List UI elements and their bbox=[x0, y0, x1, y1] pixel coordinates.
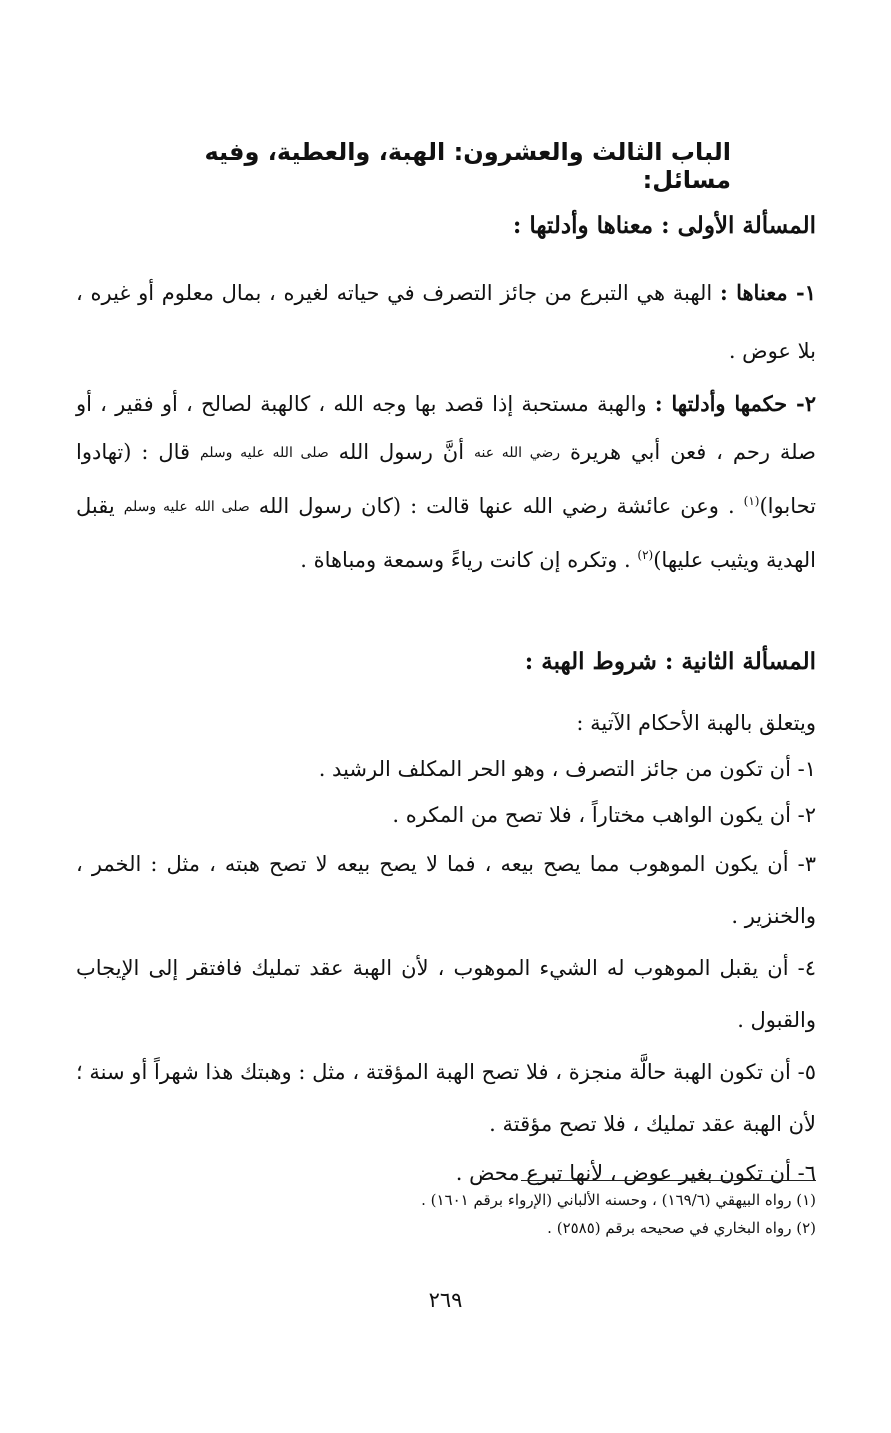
ruling-text-e: يقبل الهدية ويثيب عليها) bbox=[76, 494, 816, 572]
ruling-text-a: والهبة مستحبة إذا قصد بها وجه الله ، كالهبة لصالح ، أو فقير ، أو صلة رحم ، فعن أبي هريرة bbox=[76, 392, 816, 464]
ruling-paragraph bbox=[76, 380, 816, 584]
meaning-label: ١- معناها : bbox=[719, 280, 817, 305]
chapter-title: الباب الثالث والعشرون: الهبة، والعطية، وفيه مسائل: bbox=[204, 138, 731, 194]
meaning-paragraph bbox=[76, 264, 816, 380]
section-2 bbox=[76, 648, 816, 675]
radiya-honorific-icon: رضي الله عنه bbox=[473, 445, 561, 461]
footnote-1: (١) رواه البيهقي (١٦٩/٦) ، وحسنه الألباني (الإرواء برقم ١٦٠١) . bbox=[421, 1191, 816, 1209]
condition-item-1: ١- أن تكون من جائز التصرف ، وهو الحر المكلف الرشيد . bbox=[318, 757, 816, 781]
section-1 bbox=[76, 212, 816, 239]
ruling-text-c: قال : (تهادوا تحابوا) bbox=[76, 440, 816, 518]
meaning-text: الهبة هي التبرع من جائز التصرف في حياته لغيره ، بمال معلوم أو غيره ، بلا عوض . bbox=[76, 281, 816, 363]
section-1-heading: المسألة الأولى : معناها وأدلتها : bbox=[512, 212, 816, 239]
section-1-body bbox=[76, 264, 816, 584]
footnote-divider bbox=[521, 1180, 816, 1181]
salla-honorific-icon: صلى الله عليه وسلم bbox=[199, 445, 329, 461]
footnote-2: (٢) رواه البخاري في صحيحه برقم (٢٥٨٥) . bbox=[547, 1219, 816, 1237]
condition-item-2: ٢- أن يكون الواهب مختاراً ، فلا تصح من المكره . bbox=[392, 803, 816, 827]
ruling-label: ٢- حكمها وأدلتها : bbox=[654, 391, 816, 416]
section-2-body bbox=[76, 700, 816, 1196]
footnote-1-marker[interactable]: (١) bbox=[743, 494, 760, 508]
page-number: ٢٦٩ bbox=[428, 1288, 463, 1312]
conditions-intro: ويتعلق بالهبة الأحكام الآتية : bbox=[576, 711, 816, 735]
condition-item-4: ٤- أن يقبل الموهوب له الشيء الموهوب ، لأن الهبة عقد تمليك فافتقر إلى الإيجاب والقبول . bbox=[76, 956, 816, 1032]
section-2-heading: المسألة الثانية : شروط الهبة : bbox=[524, 648, 816, 675]
condition-item-3: ٣- أن يكون الموهوب مما يصح بيعه ، فما لا يصح بيعه لا تصح هبته ، مثل : الخمر ، والخنزير . bbox=[76, 852, 816, 928]
ruling-text-d: . وعن عائشة رضي الله عنها قالت : (كان رسول الله bbox=[258, 494, 735, 518]
ruling-text-b: أنَّ رسول الله bbox=[338, 440, 465, 464]
condition-item-5: ٥- أن تكون الهبة حالَّة منجزة ، فلا تصح الهبة المؤقتة ، مثل : وهبتك هذا شهراً أو سنة ؛ لأن الهبة عقد تمليك ، فلا تصح مؤقتة . bbox=[76, 1060, 816, 1136]
footnote-2-marker[interactable]: (٢) bbox=[637, 548, 654, 562]
ruling-text-f: . وتكره إن كانت رياءً وسمعة ومباهاة . bbox=[300, 548, 631, 572]
salla-honorific-icon-2: صلى الله عليه وسلم bbox=[123, 499, 250, 515]
condition-item-6: ٦- أن تكون بغير عوض ، لأنها تبرع محض . bbox=[455, 1161, 816, 1185]
footnotes bbox=[76, 1186, 816, 1242]
